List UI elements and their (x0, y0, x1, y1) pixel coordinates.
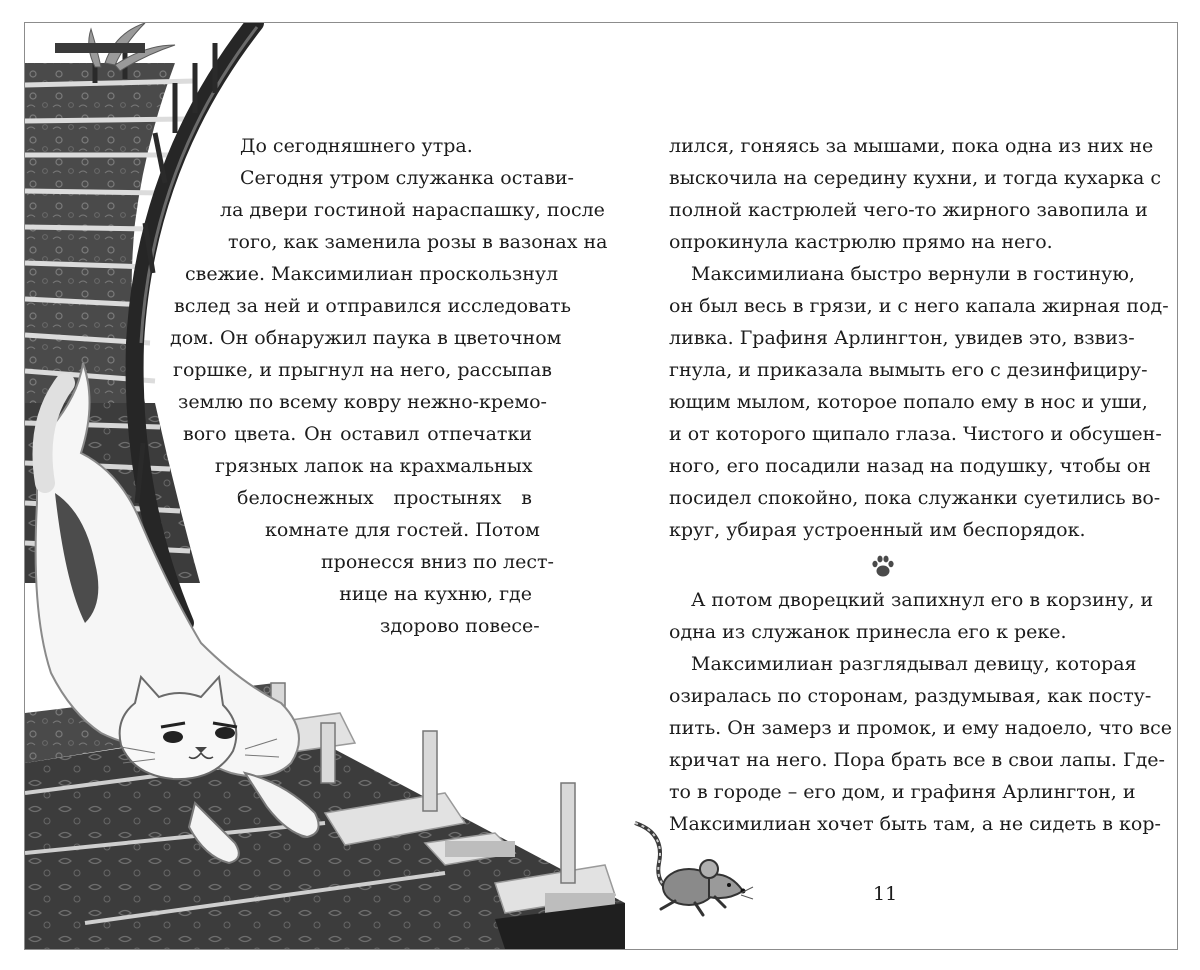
text-line: опрокинула кастрюлю прямо на него. (669, 231, 1053, 253)
text-line: посидел спокойно, пока служанки суетились во- (669, 487, 1161, 509)
text-line: одна из служанок принесла его к реке. (669, 621, 1067, 643)
text-line: вслед за ней и отправился исследовать (174, 295, 571, 317)
text-line: пить. Он замерз и промок, и ему надоело, что все (669, 717, 1172, 739)
text-line: Максимилиан хочет быть там, а не сидеть в кор- (669, 813, 1161, 835)
page-number: 11 (873, 883, 898, 905)
text-line: белоснежных простынях в (237, 487, 532, 509)
mouse-illustration (625, 813, 755, 923)
text-line: того, как заменила розы в вазонах на (228, 231, 608, 253)
book-spread (24, 22, 1178, 950)
text-line: озиралась по сторонам, раздумывая, как посту- (669, 685, 1152, 707)
text-line: До сегодняшнего утра. (240, 135, 473, 157)
text-line: ющим мылом, которое попало ему в нос и уши, (669, 391, 1148, 413)
text-line: и от которого щипало глаза. Чистого и обсушен- (669, 423, 1162, 445)
text-line: то в городе – его дом, и графиня Арлингтон, и (669, 781, 1136, 803)
text-line: вого цвета. Он оставил отпечатки (183, 423, 532, 445)
text-line: гнула, и приказала вымыть его с дезинфициру- (669, 359, 1148, 381)
text-line: землю по всему ковру нежно-кремо- (178, 391, 547, 413)
text-line: Максимилиана быстро вернули в гостиную, (691, 263, 1135, 285)
text-line: он был весь в грязи, и с него капала жирная под- (669, 295, 1169, 317)
text-line: ла двери гостиной нараспашку, после (220, 199, 605, 221)
text-line: круг, убирая устроенный им беспорядок. (669, 519, 1086, 541)
text-line: нице на кухню, где (339, 583, 532, 605)
paw-print-icon (871, 553, 895, 579)
text-line: лился, гоняясь за мышами, пока одна из них не (669, 135, 1154, 157)
text-line: свежие. Максимилиан проскользнул (185, 263, 559, 285)
text-line: кричат на него. Пора брать все в свои лапы. Где- (669, 749, 1165, 771)
text-line: комнате для гостей. Потом (265, 519, 540, 541)
text-line: грязных лапок на крахмальных (215, 455, 533, 477)
text-line: горшке, и прыгнул на него, рассыпав (173, 359, 552, 381)
text-line: полной кастрюлей чего-то жирного завопила и (669, 199, 1148, 221)
text-line: А потом дворецкий запихнул его в корзину, и (691, 589, 1154, 611)
text-line: Максимилиан разглядывал девицу, которая (691, 653, 1137, 675)
text-line: ного, его посадили назад на подушку, чтобы он (669, 455, 1151, 477)
cat-on-staircase-illustration (25, 23, 625, 949)
text-line: пронесся вниз по лест- (321, 551, 554, 573)
text-line: ливка. Графиня Арлингтон, увидев это, взвиз- (669, 327, 1135, 349)
text-line: дом. Он обнаружил паука в цветочном (170, 327, 562, 349)
text-line: Сегодня утром служанка остави- (240, 167, 574, 189)
text-line: выскочила на середину кухни, и тогда кухарка с (669, 167, 1161, 189)
text-line: здорово повесе- (380, 615, 540, 637)
